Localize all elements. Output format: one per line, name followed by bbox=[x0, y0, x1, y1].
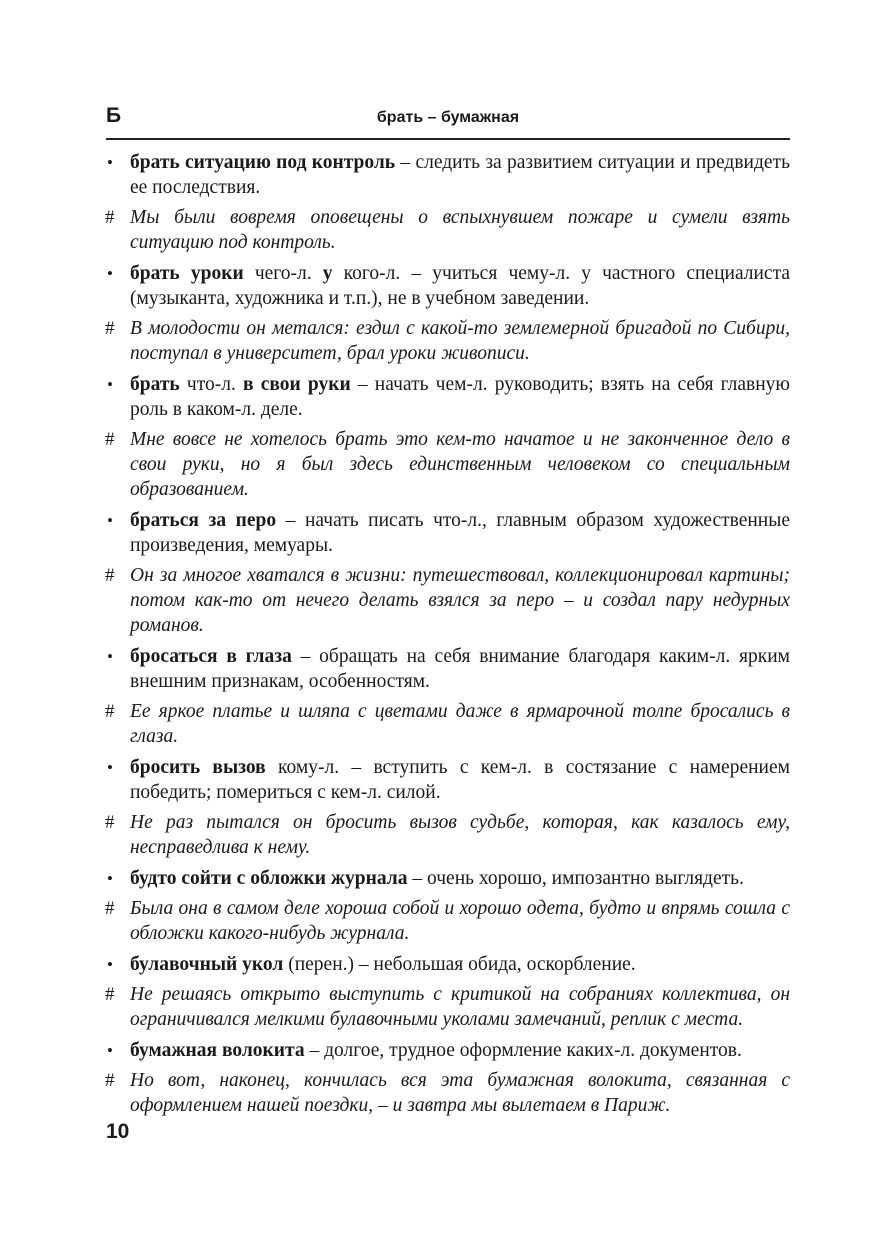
running-head: брать – бумажная bbox=[376, 109, 520, 126]
entry-definition: кого-л. – учиться чему-л. у частного специалиста (музыканта, художника и т.п.), не в учебном заведении. bbox=[130, 263, 791, 309]
definition-entry bbox=[106, 644, 790, 694]
definition-entry bbox=[106, 372, 790, 422]
entry-term: брать ситуацию под контроль bbox=[130, 152, 396, 173]
example-text: Мы были вовремя оповещены о вспыхнувшем пожаре и сумели взять ситуацию под контроль. bbox=[130, 207, 790, 253]
bullet-marker: • bbox=[107, 375, 113, 394]
entry-definition: – долгое, трудное оформление каких-л. документов. bbox=[304, 1040, 742, 1061]
entry-definition: – очень хорошо, импозантно выглядеть. bbox=[407, 868, 744, 889]
entry-term: у bbox=[322, 263, 333, 284]
entry-term: брать уроки bbox=[130, 263, 244, 284]
definition-entry bbox=[106, 261, 790, 311]
example-marker: # bbox=[105, 701, 115, 722]
example-entry bbox=[106, 563, 790, 638]
entry-term: браться за перо bbox=[130, 510, 277, 531]
entry-definition: чего-л. bbox=[243, 263, 323, 284]
entry-list bbox=[106, 150, 790, 1118]
entry-term: брать bbox=[130, 374, 180, 395]
example-marker: # bbox=[105, 429, 115, 450]
bullet-marker: • bbox=[107, 511, 113, 530]
entry-term: булавочный укол bbox=[130, 954, 284, 975]
entry-term: бросить вызов bbox=[130, 757, 266, 778]
entry-term: в свои руки bbox=[243, 374, 351, 395]
bullet-marker: • bbox=[107, 758, 113, 777]
definition-entry bbox=[106, 755, 790, 805]
definition-entry bbox=[106, 1038, 790, 1063]
bullet-marker: • bbox=[107, 869, 113, 888]
example-entry bbox=[106, 205, 790, 255]
example-marker: # bbox=[105, 812, 115, 833]
entry-definition: – начать чем-л. руководить; взять на себя главную роль в каком-л. деле. bbox=[130, 374, 790, 420]
example-text: Была она в самом деле хороша собой и хорошо одета, будто и впрямь сошла с обложки какого-нибудь журнала. bbox=[130, 898, 790, 944]
entry-definition: – начать писать что-л., главным образом художественные произведения, мемуары. bbox=[130, 510, 790, 556]
example-marker: # bbox=[105, 984, 115, 1005]
example-marker: # bbox=[105, 207, 115, 228]
entry-term: бросаться в глаза bbox=[130, 646, 292, 667]
example-text: Он за многое хватался в жизни: путешествовал, коллекционировал картины; потом как-то от нечего делать взялся за перо – и создал пару недурных романов. bbox=[130, 565, 790, 636]
example-entry bbox=[106, 316, 790, 366]
definition-entry bbox=[106, 866, 790, 891]
entry-definition: (перен.) – небольшая обида, оскорбление. bbox=[283, 954, 636, 975]
entry-definition: что-л. bbox=[179, 374, 243, 395]
entry-term: будто сойти с обложки журнала bbox=[130, 868, 408, 889]
example-text: Не раз пытался он бросить вызов судьбе, которая, как казалось ему, несправедлива к нему. bbox=[130, 812, 790, 858]
bullet-marker: • bbox=[107, 153, 113, 172]
example-entry bbox=[106, 896, 790, 946]
example-marker: # bbox=[105, 898, 115, 919]
page-number: 10 bbox=[106, 1120, 130, 1143]
example-entry bbox=[106, 427, 790, 502]
example-text: Но вот, наконец, кончилась вся эта бумажная волокита, связанная с оформлением нашей поездки, – и завтра мы вылетаем в Париж. bbox=[130, 1070, 790, 1116]
example-entry bbox=[106, 982, 790, 1032]
definition-entry bbox=[106, 150, 790, 200]
example-entry bbox=[106, 699, 790, 749]
entry-term: бумажная волокита bbox=[130, 1040, 305, 1061]
example-text: Ее яркое платье и шляпа с цветами даже в ярмарочной толпе бросались в глаза. bbox=[130, 701, 790, 747]
section-letter: Б bbox=[106, 104, 122, 127]
example-text: Не решаясь открыто выступить с критикой на собраниях коллектива, он ограничивался мелкими булавочными уколами замечаний, реплик с места. bbox=[130, 984, 790, 1030]
page-header bbox=[106, 102, 790, 140]
definition-entry bbox=[106, 508, 790, 558]
example-marker: # bbox=[105, 318, 115, 339]
example-marker: # bbox=[105, 565, 115, 586]
bullet-marker: • bbox=[107, 647, 113, 666]
entry-definition: – обращать на себя внимание благодаря каким-л. ярким внешним признакам, особенностям. bbox=[130, 646, 790, 692]
bullet-marker: • bbox=[107, 264, 113, 283]
entry-definition: кому-л. – вступить с кем-л. в состязание с намерением победить; помериться с кем-л. силой. bbox=[130, 757, 790, 803]
entry-definition: – следить за развитием ситуации и предвидеть ее последствия. bbox=[130, 152, 790, 198]
example-entry bbox=[106, 810, 790, 860]
bullet-marker: • bbox=[107, 955, 113, 974]
example-text: В молодости он метался: ездил с какой-то землемерной бригадой по Сибири, поступал в университет, брал уроки живописи. bbox=[130, 318, 790, 364]
example-text: Мне вовсе не хотелось брать это кем-то начатое и не законченное дело в свои руки, но я был здесь единственным человеком со специальным образованием. bbox=[130, 429, 790, 500]
example-marker: # bbox=[105, 1070, 115, 1091]
bullet-marker: • bbox=[107, 1041, 113, 1060]
definition-entry bbox=[106, 952, 790, 977]
example-entry bbox=[106, 1068, 790, 1118]
